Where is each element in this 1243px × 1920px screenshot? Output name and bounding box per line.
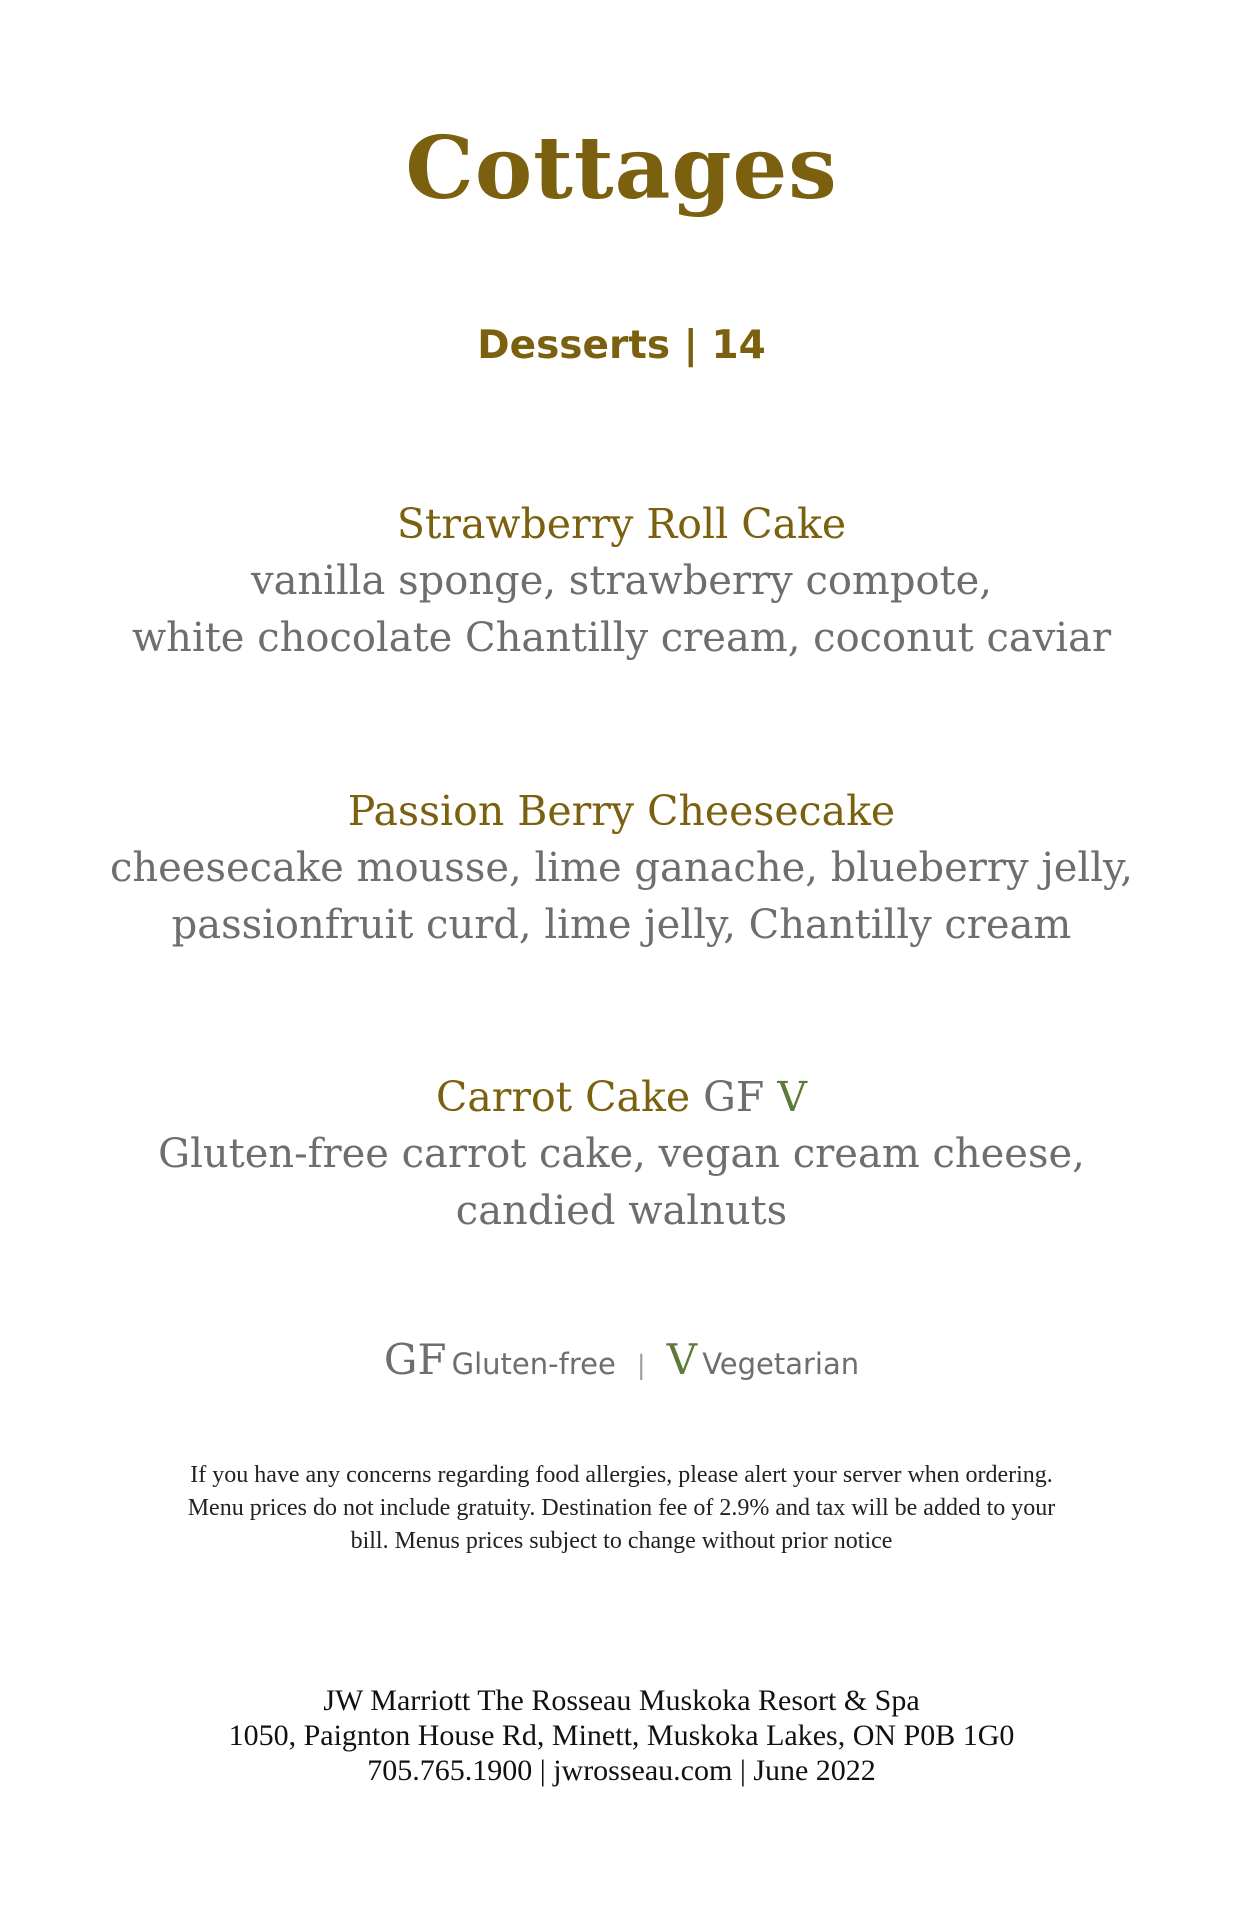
legend-v-label: Vegetarian — [702, 1347, 860, 1381]
legend-separator: | — [636, 1351, 646, 1381]
gluten-free-tag: GF — [703, 1073, 765, 1121]
footer — [0, 1683, 1243, 1788]
menu-item-description — [60, 1126, 1183, 1240]
resort-contact: 705.765.1900 | jwrosseau.com | June 2022 — [367, 1754, 876, 1787]
section-heading: Desserts | 14 — [477, 323, 766, 368]
menu-item-name: Carrot Cake — [435, 1073, 691, 1121]
menu-item — [60, 495, 1183, 667]
dietary-legend — [0, 1335, 1243, 1384]
menu-item-name: Passion Berry Cheesecake — [347, 787, 896, 835]
notice-line: bill. Menus prices subject to change without prior notice — [350, 1528, 893, 1554]
legend-gf-code: GF — [383, 1335, 447, 1384]
resort-name: JW Marriott The Rosseau Muskoka Resort & Spa — [323, 1684, 920, 1717]
notice-line: If you have any concerns regarding food allergies, please alert your server when ordering. — [190, 1462, 1053, 1488]
description-line: passionfruit curd, lime jelly, Chantilly cream — [171, 902, 1072, 948]
description-line: Gluten-free carrot cake, vegan cream cheese, — [158, 1131, 1085, 1177]
resort-address: 1050, Paignton House Rd, Minett, Muskoka Lakes, ON P0B 1G0 — [228, 1719, 1015, 1752]
legend-gf-label: Gluten-free — [451, 1347, 616, 1381]
vegetarian-tag: V — [777, 1073, 808, 1121]
menu-item-description — [60, 553, 1183, 667]
page-title: Cottages — [405, 118, 838, 219]
menu-item-name: Strawberry Roll Cake — [396, 500, 847, 548]
notice-line: Menu prices do not include gratuity. Destination fee of 2.9% and tax will be added to your — [187, 1495, 1056, 1521]
description-line: cheesecake mousse, lime ganache, blueberry jelly, — [109, 845, 1134, 891]
description-line: vanilla sponge, strawberry compote, — [250, 558, 993, 604]
description-line: white chocolate Chantilly cream, coconut caviar — [131, 615, 1112, 661]
allergy-notice — [100, 1459, 1143, 1558]
menu-item-description — [60, 840, 1183, 954]
menu-item-name-row — [60, 1068, 1183, 1126]
description-line: candied walnuts — [455, 1188, 788, 1234]
menu-item — [60, 1068, 1183, 1240]
menu-item — [60, 782, 1183, 954]
legend-v-code: V — [666, 1335, 698, 1384]
